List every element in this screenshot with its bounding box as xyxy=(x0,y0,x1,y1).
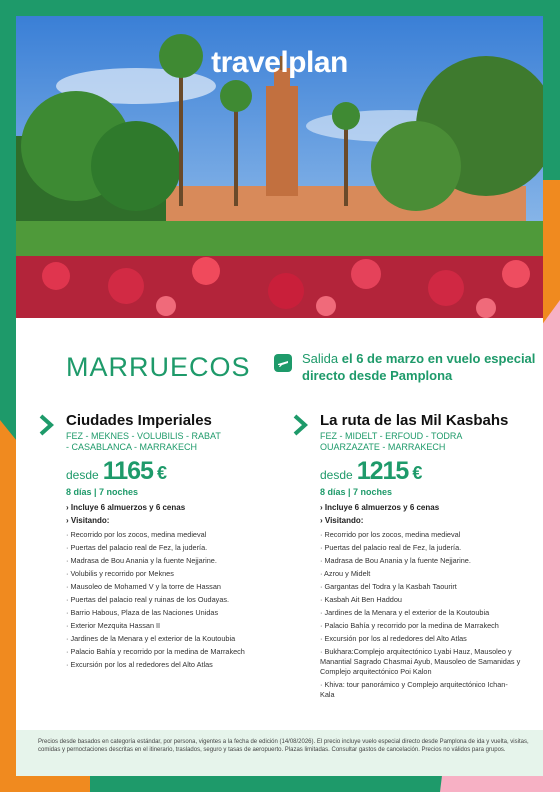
tour-itinerary-list xyxy=(66,528,268,671)
list-item: · Barrio Habous, Plaza de las Naciones Unidas xyxy=(66,607,219,617)
list-item: · Palacio Bahía y recorrido por la medina de Marrakech xyxy=(320,620,499,630)
list-item: · Khiva: tour panorámico y Complejo arquitectónico Ichan-Kala xyxy=(320,679,508,699)
list-item: · Excursión por los al rededores del Alto Atlas xyxy=(66,659,213,669)
tour-route-line1: FEZ - MEKNES - VOLUBILIS - RABAT xyxy=(66,431,221,441)
list-item: · Bukhara:Complejo arquitectónico Lyabi Hauz, Mausoleo y Manantial Sagrado Chasmai Ayub, Mausoleo de Samanidas y Complejo arquitectónico Poi Kalon xyxy=(320,646,521,676)
hero-image xyxy=(16,16,543,318)
price-prefix: desde xyxy=(66,468,99,482)
price-currency: € xyxy=(412,463,423,483)
tour-title: Ciudades Imperiales xyxy=(66,412,212,429)
list-item: · Recorrido por los zocos, medina medieval xyxy=(320,529,461,539)
tour-includes: › Incluye 6 almuerzos y 6 cenas xyxy=(320,503,440,512)
price-amount: 1165 xyxy=(102,457,153,485)
list-item: · Jardines de la Menara y el exterior de la Koutoubia xyxy=(320,607,490,617)
tour-route-line2: - CASABLANCA - MARRAKECH xyxy=(66,442,198,452)
flight-prefix: Salida xyxy=(302,351,342,366)
content-panel xyxy=(16,318,543,730)
tour-duration: 8 días | 7 noches xyxy=(320,487,393,497)
flight-details: el 6 de marzo en vuelo especial directo desde Pamplona xyxy=(302,351,536,383)
tour-itinerary-list xyxy=(320,528,522,701)
list-item: · Madrasa de Bou Anania y la fuente Nejjarine. xyxy=(320,555,471,565)
list-item: · Exterior Mezquita Hassan II xyxy=(66,620,161,630)
list-item: · Volubilis y recorrido por Meknes xyxy=(66,568,174,578)
price-amount: 1215 xyxy=(356,457,409,485)
tour-price xyxy=(66,457,268,486)
tour-includes: › Incluye 6 almuerzos y 6 cenas xyxy=(66,503,186,512)
tour-card-mil-kasbahs xyxy=(292,412,522,701)
list-item: · Puertas del palacio real y ruinas de los Oudayas. xyxy=(66,594,230,604)
tour-title: La ruta de las Mil Kasbahs xyxy=(320,412,509,429)
tour-route-line1: FEZ - MIDELT - ERFOUD - TODRA xyxy=(320,431,463,441)
list-item: · Puertas del palacio real de Fez, la judería. xyxy=(66,542,208,552)
list-item: · Jardines de la Menara y el exterior de la Koutoubia xyxy=(66,633,236,643)
tour-route-line2: OUARZAZATE - MARRAKECH xyxy=(320,442,446,452)
page-title: MARRUECOS xyxy=(66,352,251,382)
chevron-right-icon xyxy=(38,414,54,436)
list-item: · Excursión por los al rededores del Alto Atlas xyxy=(320,633,467,643)
list-item: · Palacio Bahía y recorrido por la medina de Marrakech xyxy=(66,646,245,656)
brand-logo: travelplan xyxy=(211,46,348,79)
list-item: · Recorrido por los zocos, medina medieval xyxy=(66,529,207,539)
price-prefix: desde xyxy=(320,468,353,482)
list-item: · Azrou y Midelt xyxy=(320,568,371,578)
tour-visiting-label: › Visitando: xyxy=(320,516,364,525)
tour-card-ciudades-imperiales xyxy=(38,412,268,671)
airplane-icon xyxy=(274,354,292,372)
list-item: · Madrasa de Bou Anania y la fuente Nejjarine. xyxy=(66,555,217,565)
list-item: · Mausoleo de Mohamed V y la torre de Hassan xyxy=(66,581,221,591)
tour-price xyxy=(320,457,522,486)
list-item: · Puertas del palacio real de Fez, la judería. xyxy=(320,542,462,552)
footer-disclaimer xyxy=(16,730,543,776)
price-currency: € xyxy=(156,463,167,483)
tour-duration: 8 días | 7 noches xyxy=(66,487,139,497)
list-item: · Kasbah Ait Ben Haddou xyxy=(320,594,402,604)
chevron-right-icon xyxy=(292,414,308,436)
disclaimer-text: Precios desde basados en categoría estándar, por persona, vigentes a la fecha de edición (14/08/2026). El precio incluye vuelo especial directo desde Pamplona de ida y vuelta, visitas, comidas y pernoctaciones descritas en el itinerario, traslados, seguro y tasas de aeropuerto. Plazas limitadas. Consultar gastos de cancelación. Precios no válidos para grupos. xyxy=(38,739,529,753)
tour-visiting-label: › Visitando: xyxy=(66,516,110,525)
list-item: · Gargantas del Todra y la Kasbah Taourirt xyxy=(320,581,457,591)
flight-info xyxy=(302,350,542,384)
